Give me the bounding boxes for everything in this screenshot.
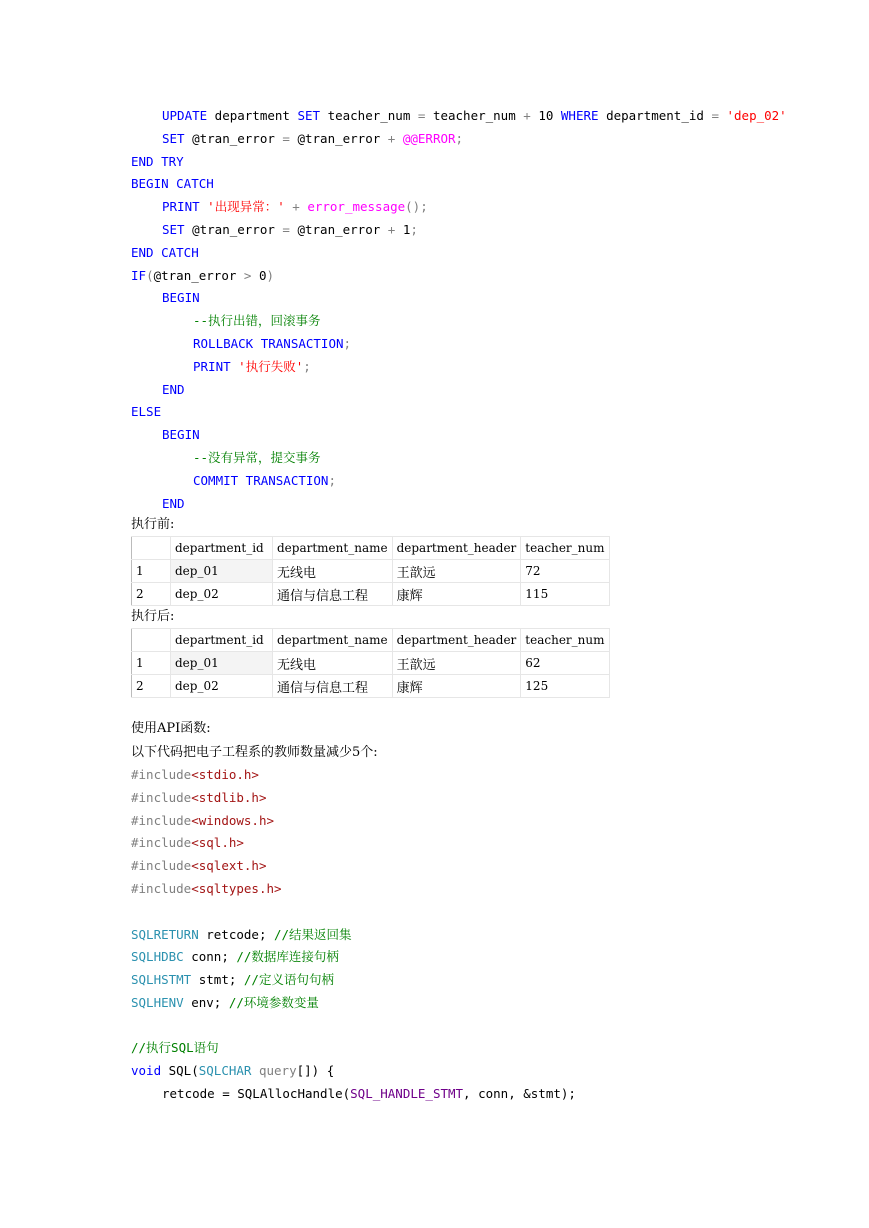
table-row[interactable]: [132, 560, 610, 583]
code-line: [131, 813, 274, 829]
table-cell[interactable]: 无线电: [273, 652, 393, 675]
code-token: +: [523, 108, 531, 123]
code-token: WHERE: [560, 108, 599, 123]
result-table-before: [131, 536, 610, 606]
code-token: SQLHSTMT: [131, 972, 192, 987]
table-cell[interactable]: dep_01: [171, 652, 273, 675]
code-line: [162, 290, 200, 306]
column-header[interactable]: department_name: [273, 537, 393, 560]
column-header[interactable]: department_header: [392, 629, 521, 652]
code-token: =: [417, 108, 426, 123]
code-token: =: [711, 108, 719, 123]
code-token: query: [258, 1063, 297, 1078]
code-line: [162, 222, 418, 238]
code-token: //定义语句句柄: [243, 972, 334, 987]
row-number-cell[interactable]: 1: [132, 652, 171, 675]
code-token: --没有异常，提交事务: [193, 450, 321, 465]
code-token: []) {: [296, 1063, 335, 1078]
code-token: ;: [410, 222, 418, 237]
code-token: SET: [162, 130, 185, 146]
code-token: SQLRETURN: [131, 927, 199, 942]
code-token: conn;: [183, 949, 237, 964]
code-token: END: [162, 495, 185, 511]
code-line: [162, 108, 787, 124]
code-token: //环境参数变量: [228, 995, 319, 1010]
code-line: [162, 382, 185, 398]
code-token: '执行失败': [238, 358, 304, 374]
column-header[interactable]: teacher_num: [521, 537, 609, 560]
table-cell[interactable]: 康辉: [392, 675, 521, 698]
label-before: 执行前:: [131, 517, 175, 532]
paragraph-api: 使用API函数:: [131, 721, 211, 736]
row-number-header: [132, 629, 171, 652]
code-token: ;: [328, 472, 336, 488]
code-token: SET: [162, 222, 185, 237]
code-token: =: [282, 222, 290, 237]
code-token: teacher_num: [425, 108, 524, 123]
code-token: @@ERROR: [402, 130, 456, 146]
code-token: ;: [455, 130, 464, 146]
code-token: >: [243, 267, 252, 283]
row-number-cell[interactable]: 2: [132, 583, 171, 606]
code-token: BEGIN CATCH: [131, 176, 214, 192]
code-line: [193, 336, 351, 352]
code-token: <stdio.h>: [191, 767, 259, 782]
code-line: [131, 790, 266, 806]
result-table-after: [131, 628, 610, 698]
code-token: error_message: [307, 199, 406, 215]
code-line: [162, 427, 200, 443]
code-line: [131, 404, 161, 420]
code-token: department: [207, 108, 298, 123]
table-cell[interactable]: 康辉: [392, 583, 521, 606]
code-token: [251, 1063, 259, 1078]
column-header[interactable]: department_id: [171, 537, 273, 560]
code-token: SET: [297, 108, 321, 123]
code-line: [131, 858, 266, 874]
code-line: [131, 1040, 219, 1056]
code-token: [395, 131, 403, 146]
column-header[interactable]: department_id: [171, 629, 273, 652]
code-token: 'dep_02': [726, 108, 787, 123]
code-token: BEGIN: [162, 427, 200, 443]
code-token: END TRY: [131, 153, 184, 169]
code-token: department_id: [598, 108, 712, 123]
code-line: [131, 835, 244, 851]
code-token: UPDATE: [162, 108, 208, 123]
code-token: <stdlib.h>: [191, 790, 267, 805]
row-number-cell[interactable]: 2: [132, 675, 171, 698]
table-cell[interactable]: dep_02: [171, 675, 273, 698]
table-cell[interactable]: 无线电: [273, 560, 393, 583]
code-token: SQLCHAR: [198, 1063, 252, 1078]
code-token: +: [387, 222, 396, 237]
code-token: retcode;: [198, 927, 274, 942]
code-token: //结果返回集: [274, 927, 352, 942]
code-token: SQL(: [161, 1063, 199, 1078]
code-token: #include: [131, 813, 192, 828]
table-cell[interactable]: 115: [521, 583, 609, 606]
code-token: retcode = SQLAllocHandle(: [162, 1086, 351, 1101]
code-token: <sql.h>: [191, 835, 244, 850]
code-token: @tran_error: [153, 267, 244, 283]
code-token: @tran_error: [289, 222, 388, 237]
code-line: [131, 1063, 334, 1079]
code-token: //执行SQL语句: [131, 1040, 219, 1055]
code-line: [131, 881, 282, 897]
code-token: #include: [131, 767, 192, 782]
code-token: //数据库连接句柄: [236, 949, 339, 964]
code-token: PRINT: [162, 199, 200, 215]
code-token: --执行出错，回滚事务: [193, 313, 321, 329]
row-number-header: [132, 537, 171, 560]
code-line: [193, 450, 321, 466]
code-token: COMMIT TRANSACTION: [193, 472, 329, 488]
code-token: stmt;: [191, 972, 244, 987]
code-token: @tran_error: [184, 222, 283, 237]
code-line: [162, 199, 428, 215]
table-cell[interactable]: 王歆远: [392, 652, 521, 675]
table-row[interactable]: [132, 675, 610, 698]
code-token: ELSE: [131, 404, 162, 420]
code-token: '出现异常：': [207, 199, 285, 215]
code-token: env;: [183, 995, 229, 1010]
code-token: @tran_error: [184, 130, 283, 146]
code-token: 10: [530, 108, 561, 123]
code-token: [719, 108, 727, 123]
code-line: [162, 1086, 576, 1102]
code-token: ROLLBACK TRANSACTION: [193, 336, 344, 351]
code-line: [131, 972, 334, 988]
table-cell[interactable]: 通信与信息工程: [273, 675, 393, 698]
code-token: <windows.h>: [191, 813, 275, 828]
row-number-cell[interactable]: 1: [132, 560, 171, 583]
code-token: #include: [131, 790, 192, 805]
code-token: SQLHENV: [131, 995, 184, 1010]
table-cell[interactable]: 72: [521, 560, 609, 583]
label-after: 执行后:: [131, 609, 175, 624]
code-token: +: [387, 130, 396, 146]
code-line: [131, 927, 352, 943]
code-line: [131, 949, 339, 965]
code-line: [162, 496, 185, 512]
code-token: #include: [131, 835, 192, 850]
table-cell[interactable]: dep_01: [171, 560, 273, 583]
code-token: <sqlext.h>: [191, 858, 267, 873]
table-row[interactable]: [132, 583, 610, 606]
code-token: 1: [395, 222, 411, 237]
code-token: , conn, &stmt);: [463, 1086, 576, 1101]
code-line: [131, 268, 274, 284]
code-line: [193, 359, 311, 375]
code-line: [131, 245, 199, 261]
table-cell[interactable]: 125: [521, 675, 610, 698]
code-line: [193, 313, 321, 329]
code-line: [131, 154, 184, 170]
code-token: BEGIN: [162, 290, 200, 306]
table-cell[interactable]: 王歆远: [392, 560, 521, 583]
code-token: #include: [131, 881, 192, 896]
code-token: <sqltypes.h>: [191, 881, 282, 896]
code-line: [131, 995, 319, 1011]
code-token: @tran_error: [289, 130, 388, 146]
code-token: PRINT: [193, 358, 231, 374]
table-cell[interactable]: dep_02: [171, 583, 273, 606]
code-token: #include: [131, 858, 192, 873]
code-line: [131, 176, 214, 192]
code-token: ): [266, 267, 275, 283]
table-cell[interactable]: 通信与信息工程: [273, 583, 393, 606]
column-header[interactable]: teacher_num: [521, 629, 610, 652]
code-token: +: [284, 199, 308, 215]
code-token: =: [282, 130, 290, 146]
code-line: [193, 473, 336, 489]
code-token: ;: [343, 336, 352, 351]
column-header[interactable]: department_name: [273, 629, 393, 652]
code-token: (: [146, 267, 154, 283]
code-line: [131, 767, 259, 783]
code-line: [162, 131, 463, 147]
code-token: IF: [131, 267, 147, 283]
table-row[interactable]: [132, 652, 610, 675]
code-token: 0: [251, 267, 267, 283]
code-token: void: [131, 1063, 162, 1078]
column-header[interactable]: department_header: [392, 537, 521, 560]
code-token: SQLHDBC: [131, 949, 184, 964]
code-token: SQL_HANDLE_STMT: [350, 1086, 464, 1101]
code-token: ();: [405, 199, 428, 215]
table-cell[interactable]: 62: [521, 652, 610, 675]
code-token: END CATCH: [131, 244, 199, 260]
code-token: teacher_num: [320, 108, 418, 123]
paragraph-description: 以下代码把电子工程系的教师数量减少5个:: [131, 745, 378, 760]
code-token: END: [162, 381, 185, 397]
code-token: ;: [303, 358, 311, 374]
